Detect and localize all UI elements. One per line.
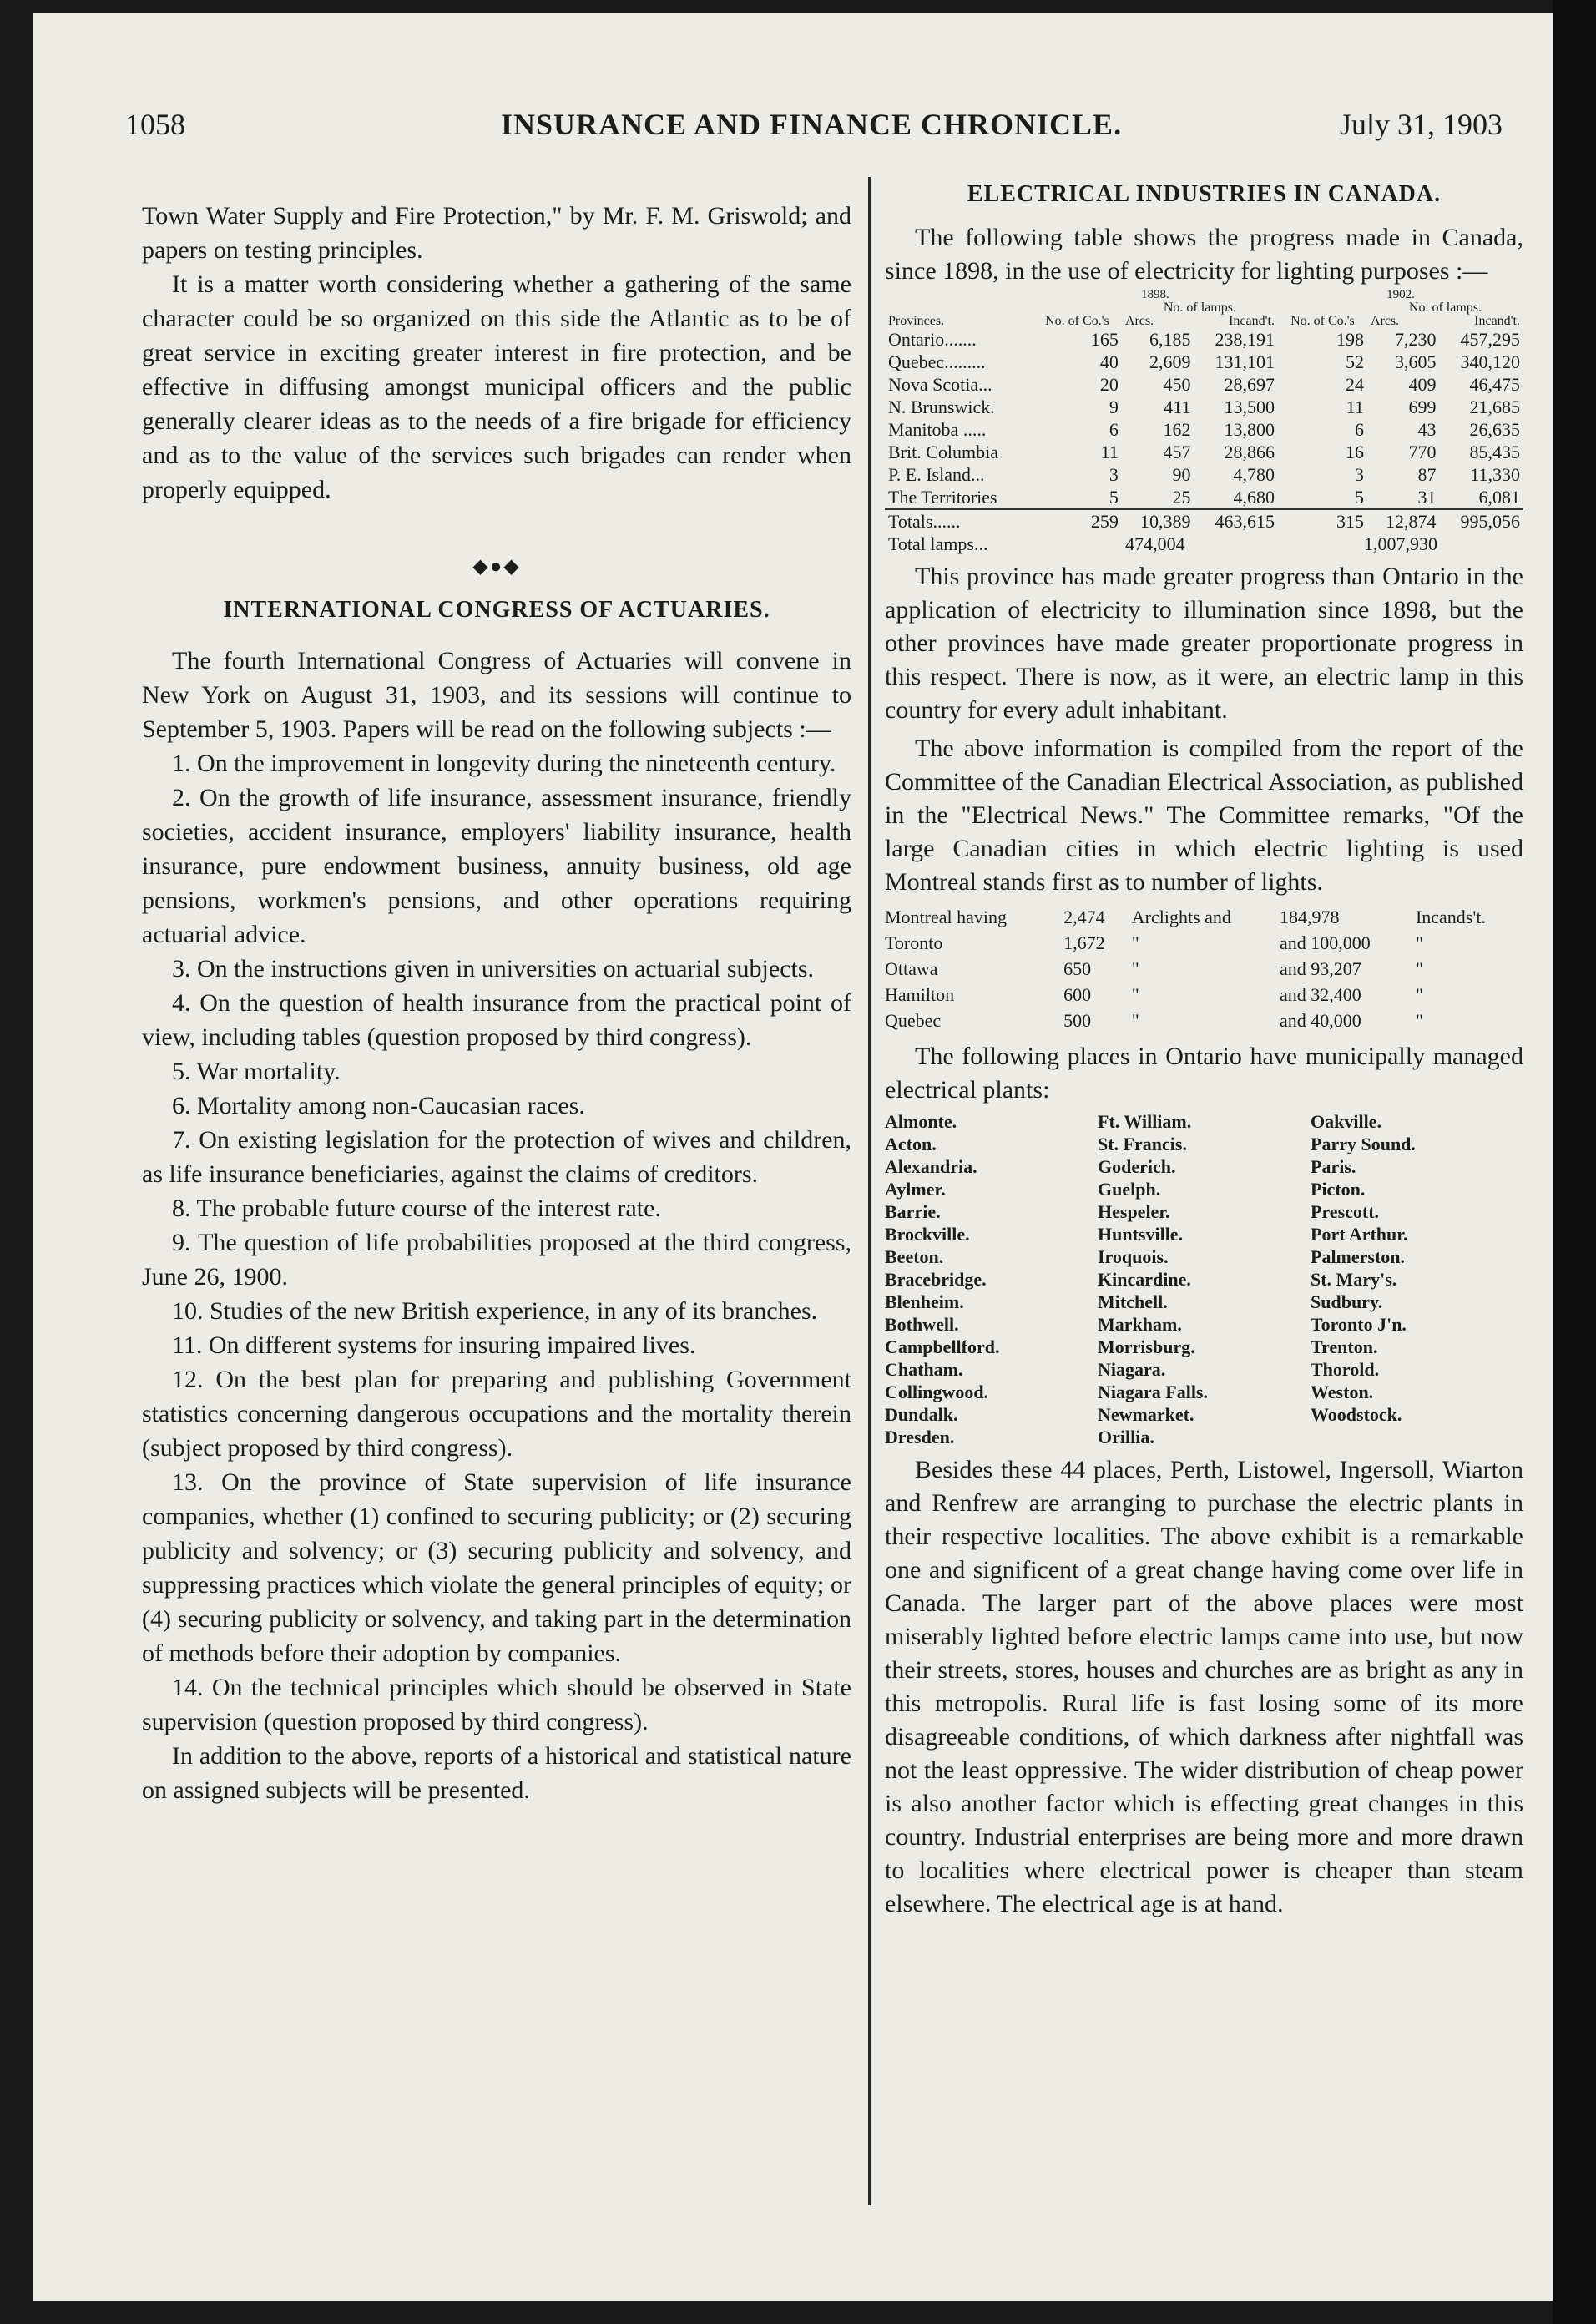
- place-name: Acton.: [885, 1134, 937, 1154]
- province-row: Nova Scotia... 20 450 28,697 24 409 46,475: [888, 374, 1520, 395]
- cities-table: [885, 904, 1523, 1033]
- column-divider: [868, 177, 871, 2205]
- closing-paragraph-right: Besides these 44 places, Perth, Listowel, Ingersoll, Wiarton and Renfrew are arranging to purchase the electric plants in their respective localities. The above exhibit is a remarkable one and significent of a great change having come over life in Canada. The larger part of the above places were most miserably lighted before electric lamps came into use, but now their streets, stores, houses and churches are as bright as any in this metropolis. Rural life is fast losing some of its more disagreeable conditions, of which darkness after nightfall was not the least oppressive. The wider distribution of cheap power is also another factor which is effecting great changes in this country. Industrial enterprises are being more and more drawn to localities where electrical power is cheaper than steam elsewhere. The electrical age is at hand.: [885, 1456, 1523, 1917]
- subject-item-13: 13. On the province of State supervision of life insurance companies, whether (1) confined to securing publicity; or (2) securing publicity and solvency; or (3) securing publicity and solvency, and suppressing practices which violate the general principles of equity; or (4) securing publicity or solvency, and taking part in the determination of methods before their adoption by companies.: [142, 1468, 851, 1667]
- place-name: Toronto J'n.: [1311, 1314, 1407, 1335]
- place-name: Alexandria.: [885, 1156, 977, 1177]
- place-name: Hespeler.: [1098, 1201, 1170, 1222]
- intro-paragraph-1: Town Water Supply and Fire Protection," by Mr. F. M. Griswold; and papers on testing principles.: [142, 202, 851, 264]
- progress-paragraph: This province has made greater progress than Ontario in the application of electricity to illumination since 1898, but the other provinces have made greater proportionate progress in this respect. There is now, as it were, an electric lamp in this country for every adult inhabitant.: [885, 563, 1523, 724]
- province-row: N. Brunswick. 9 411 13,500 11 699 21,685: [888, 397, 1520, 417]
- left-column: [142, 199, 851, 1807]
- totals-row: Totals...... 259 10,389 463,615 315 12,874 995,056: [885, 509, 1523, 533]
- province-row: The Territories 5 25 4,680 5 31 6,081: [888, 487, 1520, 508]
- right-column: [885, 177, 1523, 1921]
- place-name: Ft. William.: [1098, 1111, 1192, 1132]
- place-name: Campbellford.: [885, 1336, 1000, 1357]
- place-name: Huntsville.: [1098, 1224, 1184, 1245]
- place-name: Iroquois.: [1098, 1246, 1169, 1267]
- intro-paragraph-2: It is a matter worth considering whether a gathering of the same character could be so organized on this side the Atlantic as to be of great service in exciting greater interest in fire protection, and be effective in diffusing amongst municipal officers and the public generally clearer ideas as to the needs of a fire brigade for efficiency and as to the value of the services such brigades can render when properly equipped.: [142, 270, 851, 503]
- scan-edge: [1553, 0, 1596, 2324]
- province-row: Manitoba ..... 6 162 13,800 6 43 26,635: [888, 419, 1520, 440]
- journal-title: INSURANCE AND FINANCE CHRONICLE.: [501, 108, 1123, 141]
- province-row: Brit. Columbia 11 457 28,866 16 770 85,435: [888, 442, 1520, 462]
- place-name: Mitchell.: [1098, 1291, 1168, 1312]
- place-name: Dundalk.: [885, 1404, 958, 1425]
- year-1902-header: 1902.: [1386, 288, 1415, 301]
- arcs-header-1902: Arcs.: [1370, 314, 1400, 328]
- page-header: [125, 107, 1503, 157]
- lamps-header-1902: No. of lamps.: [1408, 301, 1482, 315]
- subject-item-6: 6. Mortality among non-Caucasian races.: [172, 1092, 585, 1119]
- place-name: Chatham.: [885, 1359, 963, 1380]
- place-name: Paris.: [1311, 1156, 1356, 1177]
- places-intro: The following places in Ontario have municipally managed electrical plants:: [885, 1043, 1523, 1104]
- city-row: Montreal having 2,474 Arclights and 184,978 Incands't.: [885, 907, 1486, 927]
- place-name: Thorold.: [1311, 1359, 1380, 1380]
- place-name: Niagara Falls.: [1098, 1382, 1208, 1402]
- subject-item-3: 3. On the instructions given in universities on actuarial subjects.: [172, 955, 815, 983]
- place-name: Beeton.: [885, 1246, 944, 1267]
- subject-item-2: 2. On the growth of life insurance, assessment insurance, friendly societies, accident insurance, employers' liability insurance, health insurance, pure endowment business, annuity business, old age pensions, workmen's pensions, and other operations requiring actuarial advice.: [142, 784, 851, 948]
- electrical-intro: The following table shows the progress made in Canada, since 1898, in the use of electricity for lighting purposes :—: [885, 224, 1523, 285]
- place-name: Barrie.: [885, 1201, 941, 1222]
- place-name: Dresden.: [885, 1427, 955, 1447]
- arcs-header-1898: Arcs.: [1124, 314, 1154, 328]
- place-name: Brockville.: [885, 1224, 970, 1245]
- province-rows: [885, 328, 1523, 509]
- place-name: Prescott.: [1311, 1201, 1380, 1222]
- subject-item-8: 8. The probable future course of the interest rate.: [172, 1195, 661, 1222]
- newspaper-page: [33, 13, 1553, 2301]
- place-name: Woodstock.: [1311, 1404, 1402, 1425]
- total-lamps-row: Total lamps... 474,004 1,007,930: [888, 533, 1437, 554]
- subject-item-14: 14. On the technical principles which should be observed in State supervision (question proposed by third congress).: [142, 1674, 851, 1735]
- city-row: Toronto 1,672 " and 100,000 ": [885, 932, 1423, 953]
- place-name: Picton.: [1311, 1179, 1366, 1200]
- subject-item-10: 10. Studies of the new British experience, in any of its branches.: [172, 1297, 818, 1325]
- place-name: Palmerston.: [1311, 1246, 1406, 1267]
- lamps-header-1898: No. of lamps.: [1163, 301, 1236, 315]
- place-name: Aylmer.: [885, 1179, 946, 1200]
- incand-header-1902: Incand't.: [1474, 314, 1520, 328]
- subject-item-4: 4. On the question of health insurance from the practical point of view, including tables (question proposed by third congress).: [142, 989, 851, 1051]
- province-row: Ontario....... 165 6,185 238,191 198 7,230 457,295: [888, 329, 1520, 350]
- place-name: Collingwood.: [885, 1382, 989, 1402]
- place-name: Morrisburg.: [1098, 1336, 1195, 1357]
- place-name: Trenton.: [1311, 1336, 1378, 1357]
- places-column-3: [1311, 1110, 1523, 1448]
- actuaries-heading: INTERNATIONAL CONGRESS OF ACTUARIES.: [223, 597, 770, 623]
- place-name: Blenheim.: [885, 1291, 964, 1312]
- place-name: Goderich.: [1098, 1156, 1176, 1177]
- place-name: Bothwell.: [885, 1314, 959, 1335]
- places-column-2: [1098, 1110, 1311, 1448]
- report-paragraph: The above information is compiled from the report of the Committee of the Canadian Electrical Association, as published in the "Electrical News." The Committee remarks, "Of the large Canadian cities in which electric lighting is used Montreal stands first as to number of lights.: [885, 735, 1523, 896]
- province-row: Quebec......... 40 2,609 131,101 52 3,605 340,120: [888, 351, 1520, 372]
- congress-opening: The fourth International Congress of Actuaries will convene in New York on August 31, 1903, and its sessions will continue to September 5, 1903. Papers will be read on the following subjects :—: [142, 647, 851, 743]
- place-name: Parry Sound.: [1311, 1134, 1416, 1154]
- electricity-table: [885, 288, 1523, 555]
- place-name: St. Francis.: [1098, 1134, 1187, 1154]
- place-name: Oakville.: [1311, 1111, 1381, 1132]
- province-row: P. E. Island... 3 90 4,780 3 87 11,330: [888, 464, 1520, 485]
- places-column-1: [885, 1110, 1098, 1448]
- subject-item-11: 11. On different systems for insuring impaired lives.: [172, 1331, 696, 1359]
- issue-date: July 31, 1903: [1339, 108, 1503, 141]
- page-number: 1058: [125, 108, 185, 141]
- cos-header-1902: No. of Co.'s: [1290, 314, 1355, 328]
- place-name: St. Mary's.: [1311, 1269, 1397, 1290]
- city-row: Ottawa 650 " and 93,207 ": [885, 958, 1423, 979]
- places-list: [885, 1110, 1523, 1448]
- year-1898-header: 1898.: [1141, 288, 1169, 301]
- section-ornament: ◆●◆: [472, 556, 521, 578]
- place-name: Guelph.: [1098, 1179, 1161, 1200]
- electrical-heading: ELECTRICAL INDUSTRIES IN CANADA.: [967, 181, 1442, 207]
- city-row: Hamilton 600 " and 32,400 ": [885, 984, 1423, 1005]
- incand-header-1898: Incand't.: [1229, 314, 1275, 328]
- place-name: Sudbury.: [1311, 1291, 1383, 1312]
- place-name: Markham.: [1098, 1314, 1182, 1335]
- subject-item-1: 1. On the improvement in longevity during the nineteenth century.: [172, 750, 836, 777]
- subject-item-5: 5. War mortality.: [172, 1058, 341, 1085]
- place-name: Kincardine.: [1098, 1269, 1191, 1290]
- subject-item-12: 12. On the best plan for preparing and publishing Government statistics concerning dangerous occupations and the mortality therein (subject proposed by third congress).: [142, 1366, 851, 1462]
- place-name: Orillia.: [1098, 1427, 1154, 1447]
- place-name: Bracebridge.: [885, 1269, 987, 1290]
- place-name: Almonte.: [885, 1111, 957, 1132]
- place-name: Weston.: [1311, 1382, 1374, 1402]
- place-name: Port Arthur.: [1311, 1224, 1408, 1245]
- closing-paragraph: In addition to the above, reports of a historical and statistical nature on assigned subjects will be presented.: [142, 1742, 851, 1804]
- subject-item-9: 9. The question of life probabilities proposed at the third congress, June 26, 1900.: [142, 1229, 851, 1291]
- cos-header-1898: No. of Co.'s: [1045, 314, 1109, 328]
- place-name: Newmarket.: [1098, 1404, 1194, 1425]
- subject-item-7: 7. On existing legislation for the protection of wives and children, as life insurance beneficiaries, against the claims of creditors.: [142, 1126, 851, 1188]
- provinces-header: Provinces.: [888, 314, 945, 328]
- city-row: Quebec 500 " and 40,000 ": [885, 1010, 1423, 1031]
- place-name: Niagara.: [1098, 1359, 1166, 1380]
